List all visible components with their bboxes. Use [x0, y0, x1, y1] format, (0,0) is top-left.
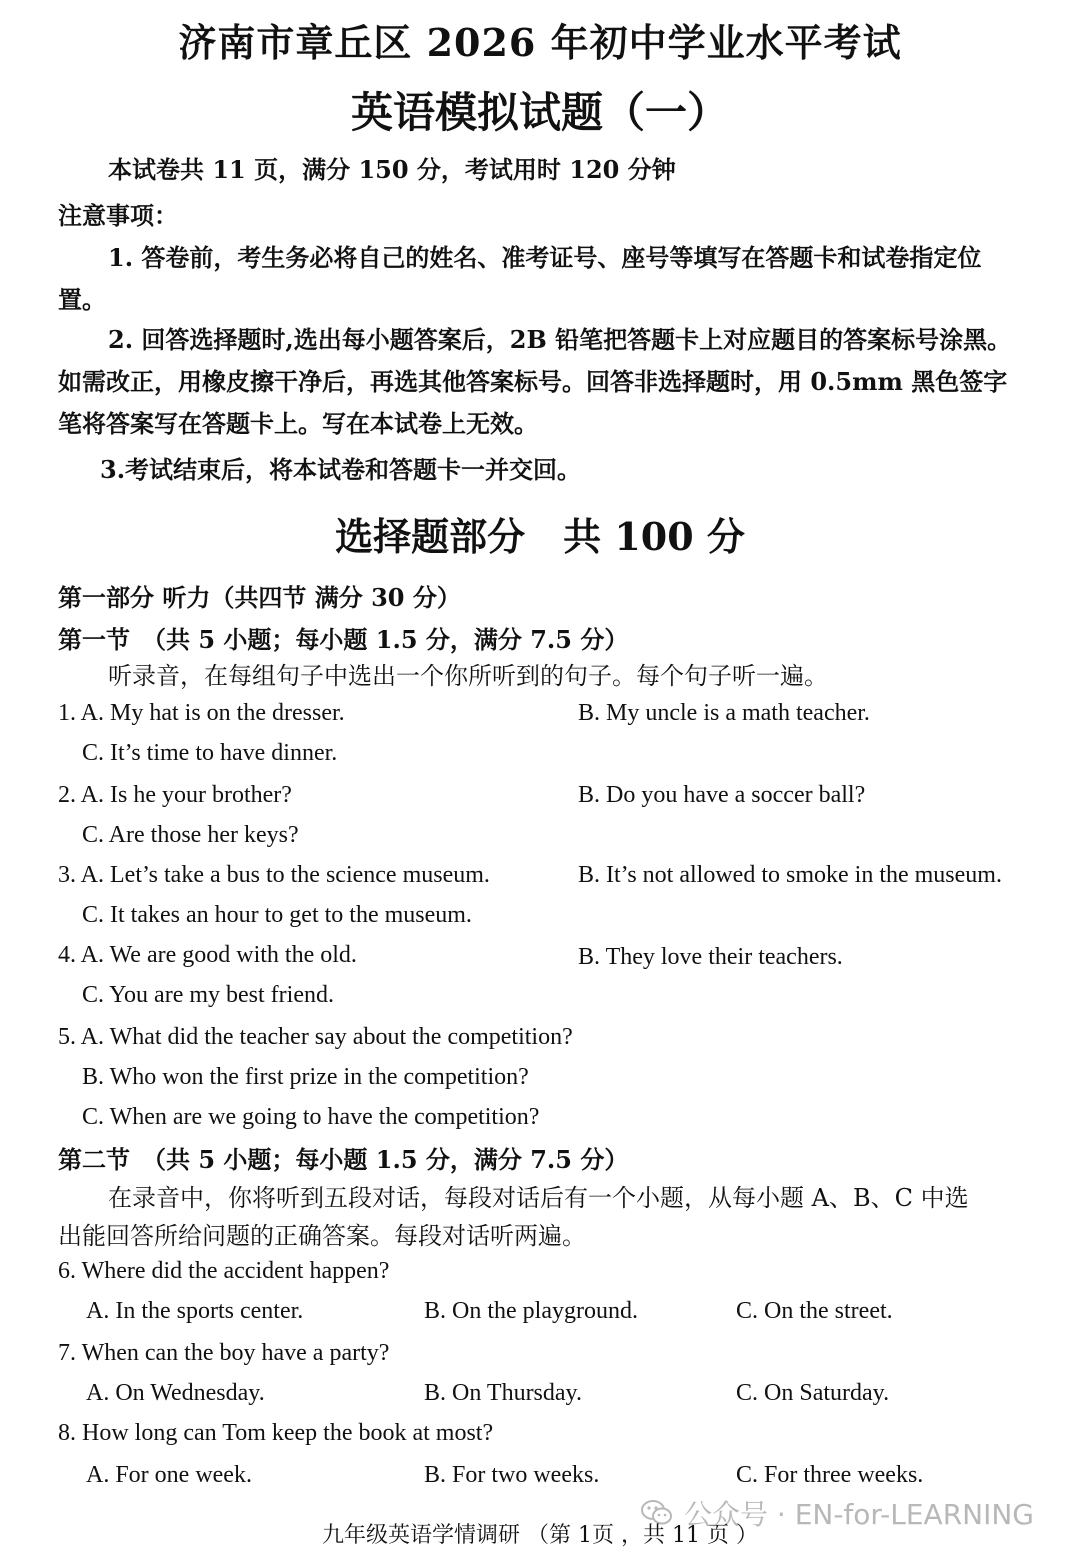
exam-info: 本试卷共 11 页，满分 150 分，考试用时 120 分钟	[108, 155, 676, 184]
notice-heading: 注意事项：	[58, 201, 178, 230]
sec2-instructions-cont: 出能回答所给问题的正确答案。每段对话听两遍。	[58, 1222, 586, 1250]
sec2-instructions: 在录音中，你将听到五段对话，每段对话后有一个小题，从每小题 A、B、C 中选	[108, 1184, 969, 1212]
q7-stem: 7. When can the boy have a party?	[58, 1340, 390, 1366]
q7-option-b: B. On Thursday.	[424, 1380, 582, 1406]
q2-option-c: C. Are those her keys?	[82, 822, 299, 848]
part1-heading: 第一部分 听力（共四节 满分 30 分）	[58, 583, 461, 612]
q5-option-c: C. When are we going to have the competition?	[82, 1104, 540, 1130]
q1-option-b: B. My uncle is a math teacher.	[578, 700, 870, 726]
q6-option-c: C. On the street.	[736, 1298, 893, 1324]
notice-item-2-cont: 如需改正，用橡皮擦干净后，再选其他答案标号。回答非选择题时，用 0.5mm 黑色签字	[58, 367, 1008, 396]
exam-subtitle: 英语模拟试题（一）	[350, 88, 729, 137]
q3-option-a: 3. A. Let’s take a bus to the science museum.	[58, 862, 490, 888]
q7-option-a: A. On Wednesday.	[86, 1380, 265, 1406]
q1-option-c: C. It’s time to have dinner.	[82, 740, 338, 766]
q4-option-b: B. They love their teachers.	[578, 944, 843, 970]
notice-item-1-cont: 置。	[58, 285, 106, 314]
q4-option-c: C. You are my best friend.	[82, 982, 334, 1008]
page-footer: 九年级英语学情调研 （第 1页 ，共 11 页 ）	[322, 1523, 758, 1548]
q1-option-a: 1. A. My hat is on the dresser.	[58, 700, 345, 726]
notice-item-3: 3.考试结束后，将本试卷和答题卡一并交回。	[100, 455, 582, 484]
q6-stem: 6. Where did the accident happen?	[58, 1258, 390, 1284]
q5-option-b: B. Who won the first prize in the competition?	[82, 1064, 529, 1090]
q6-option-b: B. On the playground.	[424, 1298, 638, 1324]
q2-option-b: B. Do you have a soccer ball?	[578, 782, 866, 808]
q6-option-a: A. In the sports center.	[86, 1298, 304, 1324]
notice-item-2: 2. 回答选择题时,选出每小题答案后，2B 铅笔把答题卡上对应题目的答案标号涂黑。	[108, 325, 1012, 354]
sec1-instructions: 听录音，在每组句子中选出一个你所听到的句子。每个句子听一遍。	[108, 662, 828, 690]
q3-option-b: B. It’s not allowed to smoke in the museum.	[578, 862, 1002, 888]
q5-option-a: 5. A. What did the teacher say about the competition?	[58, 1024, 573, 1050]
sec2-heading: 第二节 （共 5 小题；每小题 1.5 分，满分 7.5 分）	[58, 1145, 629, 1174]
q8-option-b: B. For two weeks.	[424, 1462, 600, 1488]
q4-option-a: 4. A. We are good with the old.	[58, 942, 357, 968]
section-heading: 选择题部分 共 100 分	[335, 514, 745, 559]
q8-stem: 8. How long can Tom keep the book at most?	[58, 1420, 494, 1446]
watermark-text: 公众号 · EN-for-LEARNING	[684, 1498, 1035, 1531]
notice-item-2-cont2: 笔将答案写在答题卡上。写在本试卷上无效。	[58, 409, 538, 438]
q8-option-a: A. For one week.	[86, 1462, 252, 1488]
sec1-heading: 第一节 （共 5 小题；每小题 1.5 分，满分 7.5 分）	[58, 625, 629, 654]
notice-item-1: 1. 答卷前，考生务必将自己的姓名、准考证号、座号等填写在答题卡和试卷指定位	[108, 243, 982, 272]
q7-option-c: C. On Saturday.	[736, 1380, 890, 1406]
q8-option-c: C. For three weeks.	[736, 1462, 924, 1488]
q2-option-a: 2. A. Is he your brother?	[58, 782, 292, 808]
q3-option-c: C. It takes an hour to get to the museum.	[82, 902, 472, 928]
exam-title: 济南市章丘区 2026 年初中学业水平考试	[178, 20, 902, 65]
